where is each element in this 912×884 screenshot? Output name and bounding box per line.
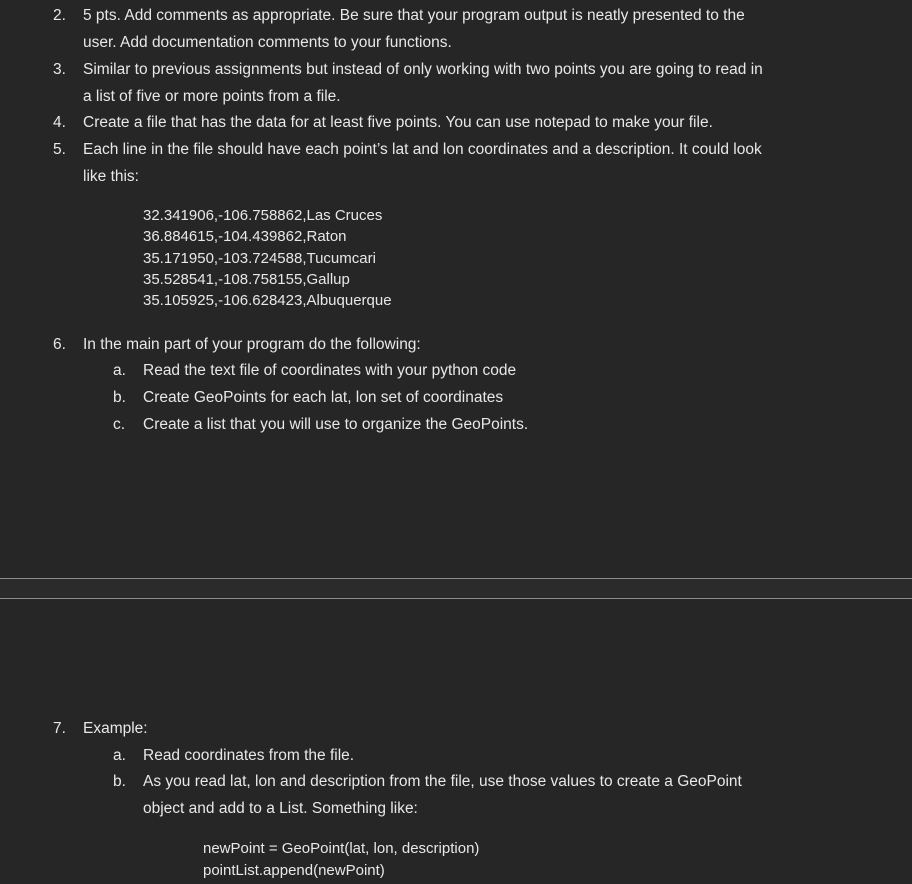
sublist-item-text: Create a list that you will use to organize the GeoPoints. — [143, 416, 529, 433]
sublist-label: b. — [113, 773, 126, 790]
list-item-text: 5 pts. Add comments as appropriate. Be sure that your program output is neatly presented to the — [83, 7, 745, 24]
list-item-text: Create a file that has the data for at least five points. You can use notepad to make your file. — [83, 114, 713, 131]
sublist-item-text: As you read lat, lon and description from the file, use those values to create a GeoPoint — [143, 773, 742, 790]
sublist-label: a. — [113, 747, 126, 764]
sublist-label: a. — [113, 362, 126, 379]
list-number: 3. — [53, 61, 66, 78]
list-item-text: like this: — [83, 168, 139, 185]
code-line: pointList.append(newPoint) — [203, 862, 385, 879]
list-number: 4. — [53, 114, 66, 131]
sublist-item-text: Create GeoPoints for each lat, lon set of coordinates — [143, 389, 504, 406]
sublist-label: b. — [113, 389, 126, 406]
sublist-item-text: Read the text file of coordinates with your python code — [143, 362, 517, 379]
list-item-text: user. Add documentation comments to your functions. — [83, 34, 452, 51]
sample-file-line: 32.341906,-106.758862,Las Cruces — [143, 207, 383, 224]
list-item-text: a list of five or more points from a file. — [83, 88, 341, 105]
sample-file-line: 35.528541,-108.758155,Gallup — [143, 271, 350, 288]
list-item-text: Example: — [83, 720, 148, 737]
code-line: newPoint = GeoPoint(lat, lon, description) — [203, 840, 480, 857]
sublist-label: c. — [113, 416, 126, 433]
sample-file-line: 35.105925,-106.628423,Albuquerque — [143, 292, 392, 309]
list-number: 7. — [53, 720, 66, 737]
sublist-item-text: object and add to a List. Something like: — [143, 800, 418, 817]
list-item-text: In the main part of your program do the following: — [83, 336, 421, 353]
page-gap — [0, 579, 912, 598]
list-number: 2. — [53, 7, 66, 24]
document-page-2 — [0, 599, 912, 884]
list-number: 6. — [53, 336, 66, 353]
list-item-text: Similar to previous assignments but instead of only working with two points you are going to read in — [83, 61, 763, 78]
sample-file-line: 35.171950,-103.724588,Tucumcari — [143, 250, 376, 267]
list-item-text: Each line in the file should have each point’s lat and lon coordinates and a description. It could look — [83, 141, 762, 158]
list-number: 5. — [53, 141, 66, 158]
sample-file-line: 36.884615,-104.439862,Raton — [143, 228, 347, 245]
sublist-item-text: Read coordinates from the file. — [143, 747, 355, 764]
